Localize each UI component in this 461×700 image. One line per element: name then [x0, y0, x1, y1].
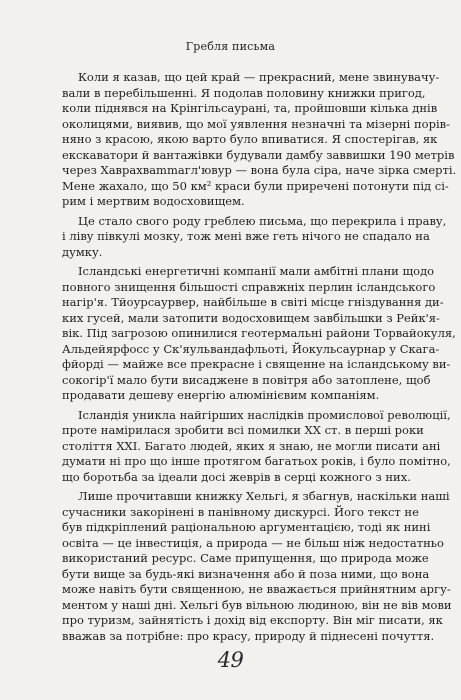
text-line: Лише прочитавши книжку Хельгі, я збагнув, наскільки наші — [78, 489, 450, 503]
text-line: через Хаврахвammaгл'ювур — вона була сіра, наче зірка смерті. — [62, 163, 457, 177]
text-line: що боротьба за ідеали досі жеврів в серці кожного з них. — [62, 469, 411, 484]
paragraph — [62, 213, 447, 261]
text-line: і ліву півкулі мозку, тож мені вже геть нічого не спадало на — [62, 229, 430, 243]
text-line: Мене жахало, що 50 км² краси були приречені потонути пiд сі- — [62, 178, 449, 193]
text-line: думку. — [62, 244, 103, 259]
body-text — [62, 70, 457, 648]
text-line: Альдейярфосс у Ск'яульвандафльоті, Йокульсаурнар у Скага- — [62, 341, 440, 356]
text-line: Коли я казав, що цей край — прекрасний, мене звинувачу- — [78, 70, 440, 84]
text-line: про туризм, зайнятість і дохід від експорту. Він міг писати, як — [62, 613, 443, 627]
text-line: сучасники закорінені в панівному дискурсі. Його текст не — [62, 504, 419, 519]
text-line: нагір'я. Тйоурсаурвер, найбільше в світі місце гніздування ди- — [62, 295, 444, 309]
paragraph — [62, 489, 452, 644]
paragraph — [62, 264, 456, 404]
text-line: околицями, виявив, що мої уявлення незначні та мізерні порів- — [62, 116, 451, 131]
text-line: ментом у наші дні. Хельгі був вільною людиною, він не вів мови — [62, 597, 452, 612]
text-line: проте намірилася зробити всі помилки XX ст. в перші роки — [62, 423, 424, 437]
text-line: століття XXI. Багато людей, яких я знаю, не могли писати ані — [62, 438, 441, 453]
page-number: 49 — [217, 648, 244, 672]
text-line: вали в перебільшенні. Я подолав половину книжки пригод, — [62, 85, 426, 100]
text-line: продавати дешеву енергію алюмінієвим компаніям. — [62, 388, 380, 402]
text-line: освіта — це інвестиція, а природа — не більш ніж недостатньо — [62, 535, 444, 550]
text-line: Це стало свого роду греблею письма, що перекрила і праву, — [78, 213, 447, 228]
text-line: Ісландія уникла найгірших наслідків промислової революції, — [78, 407, 451, 422]
text-line: повного знищення більшості справжніх перлин ісландського — [62, 279, 436, 294]
text-line: сокогір'ї мало бути висаджене в повітря або затоплене, щоб — [62, 372, 431, 387]
text-line: Ісландські енергетичні компанії мали амбітні плани щодо — [78, 264, 435, 278]
text-line: коли піднявся на Крінгільсауранi, та, пройшовши кілька днів — [62, 101, 438, 115]
text-line: думати ні про що інше протягом багатьох років, і було помітно, — [62, 454, 451, 468]
text-line: няно з красою, якою варто було впиватися. Я спостерігав, як — [62, 132, 438, 146]
text-line: фйорді — майже все прекрасне і священне на ісландському ви- — [62, 357, 451, 371]
paragraph — [62, 70, 457, 210]
text-line: рим і мертвим водосховищем. — [62, 194, 245, 208]
text-line: використаний ресурс. Саме припущення, що природа може — [62, 551, 429, 565]
running-head: Гребля письма — [185, 40, 276, 53]
text-line: ких гусей, мали затопити водосховищем завбільшки з Рейк'я- — [62, 310, 440, 325]
text-line: може навіть бути священною, не вважається прийнятним аргу- — [62, 582, 451, 596]
text-line: бути вище за будь-які визначення або й поза ними, що вона — [62, 566, 430, 581]
paragraph — [62, 407, 451, 486]
text-line: вважав за потрібне: про красу, природу й піднесені почуття. — [62, 628, 435, 643]
text-line: екскаватори й вантажівки будували дамбу заввишки 190 метрів — [62, 147, 455, 162]
text-line: вік. Під загрозою опинилися геотермальні райони Торвайокуля, — [62, 326, 456, 340]
text-line: був підкріплений раціональною аргументацією, тоді як нині — [62, 520, 431, 534]
